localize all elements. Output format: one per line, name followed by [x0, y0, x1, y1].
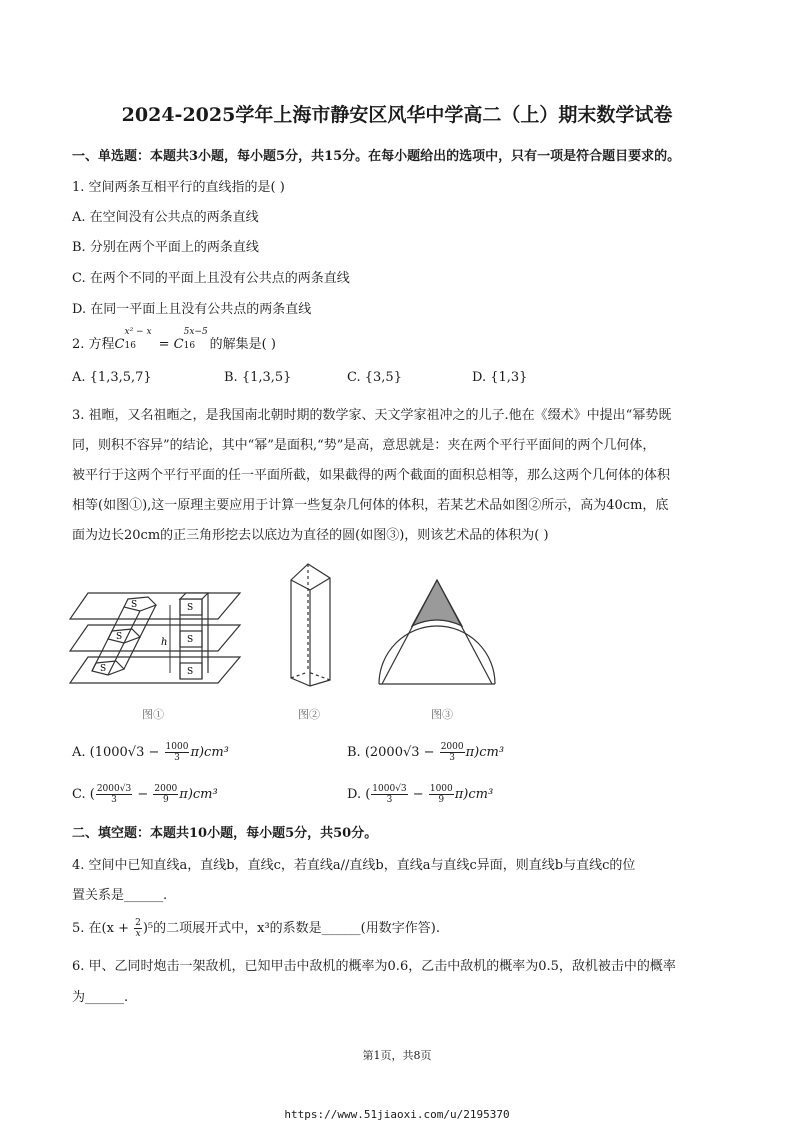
question-3-option-b — [347, 742, 504, 763]
q5-suffix: )⁵的二项展开式中，x³的系数是______(用数字作答). — [142, 921, 440, 936]
question-2-option-b: B. {1,3,5} — [224, 370, 292, 385]
q3-d-prefix: D. ( — [347, 787, 371, 802]
q3-a-prefix: A. (1000√3 − — [72, 745, 164, 760]
label-S-4: S — [187, 603, 194, 613]
q5-numerator: 2 — [135, 918, 141, 928]
q5-denominator: x — [135, 929, 141, 939]
q3-a-numerator: 1000 — [165, 742, 189, 752]
question-3-line-1: 3. 祖暅，又名祖暅之，是我国南北朝时期的数学家、天文学家祖冲之的儿子.他在《缀术》中提出“幂势既 — [72, 408, 672, 423]
q3-c-minus: − — [133, 787, 153, 802]
question-2-option-c: C. {3,5} — [347, 370, 402, 385]
question-3-option-a — [72, 742, 229, 763]
label-S-5: S — [187, 635, 194, 645]
label-h: h — [161, 637, 168, 648]
q2-prefix: 2. 方程 — [72, 337, 115, 352]
q3-c-prefix: C. ( — [72, 787, 95, 802]
comb-subscript-left: 16 — [124, 341, 136, 351]
label-S-1: S — [131, 600, 138, 610]
q3-a-suffix: π)cm³ — [190, 745, 229, 760]
q3-b-denominator: 3 — [449, 753, 455, 763]
question-2-option-d: D. {1,3} — [472, 370, 528, 385]
q5-prefix: 5. 在(x + — [72, 921, 134, 936]
page-title: 2024-2025学年上海市静安区风华中学高二（上）期末数学试卷 — [121, 104, 673, 126]
question-3-option-d — [347, 784, 493, 805]
question-2-stem — [72, 327, 276, 352]
question-3-option-c — [72, 784, 218, 805]
question-3-line-2: 同，则积不容异”的结论，其中“幂”是面积,“势”是高，意思就是：夹在两个平行平面间的两个几何体， — [72, 438, 656, 453]
section-heading-single-choice: 一、单选题：本题共3小题，每小题5分，共15分。在每小题给出的选项中，只有一项是符合题目要求的。 — [72, 149, 681, 164]
comb-superscript-left: x² − x — [124, 327, 152, 337]
figure-3-triangle-semicircle — [374, 578, 500, 690]
combination-symbol-left: C — [114, 337, 125, 352]
figure-2-prism — [286, 560, 336, 690]
q3-d-numerator-1: 1000√3 — [372, 784, 407, 794]
question-5 — [72, 917, 440, 939]
page-footer: 第1页，共8页 — [362, 1049, 432, 1062]
label-S-3: S — [100, 664, 107, 674]
question-3-line-5: 面为边长20cm的正三角形挖去以底边为直径的圆(如图③)，则该艺术品的体积为( ) — [72, 528, 549, 543]
label-S-6: S — [187, 667, 194, 677]
figure-3-caption: 图③ — [431, 708, 453, 721]
figure-1-parallel-planes — [68, 585, 250, 690]
figure-2-caption: 图② — [298, 708, 320, 721]
q3-d-minus: − — [408, 787, 428, 802]
question-1-option-b: B. 分别在两个平面上的两条直线 — [72, 240, 259, 255]
q3-c-numerator-1: 2000√3 — [96, 784, 132, 794]
q3-b-numerator: 2000 — [440, 742, 464, 752]
equals-sign: = — [154, 337, 174, 352]
q3-a-denominator: 3 — [174, 753, 180, 763]
q3-c-denominator-2: 9 — [162, 795, 169, 805]
q3-b-prefix: B. (2000√3 − — [347, 745, 439, 760]
question-6-line-2: 为______. — [72, 990, 129, 1005]
question-4-line-1: 4. 空间中已知直线a，直线b，直线c，若直线a//直线b，直线a与直线c异面，则直线b与直线c的位 — [72, 858, 636, 873]
comb-superscript-right: 5x−5 — [183, 327, 208, 337]
question-3-line-4: 相等(如图①),这一原理主要应用于计算一些复杂几何体的体积，若某艺术品如图②所示，高为40cm，底 — [72, 498, 669, 513]
comb-subscript-right: 16 — [183, 341, 196, 351]
question-2-option-a: A. {1,3,5,7} — [72, 370, 152, 385]
figure-1-caption: 图① — [142, 708, 164, 721]
q3-c-denominator-1: 3 — [111, 795, 117, 805]
label-S-2: S — [116, 632, 123, 642]
q3-d-denominator-2: 9 — [438, 795, 445, 805]
q3-c-numerator-2: 2000 — [154, 784, 178, 794]
question-1-stem: 1. 空间两条互相平行的直线指的是( ) — [72, 180, 285, 195]
question-1-option-a: A. 在空间没有公共点的两条直线 — [72, 210, 259, 225]
combination-symbol-right: C — [173, 337, 184, 352]
q3-b-suffix: π)cm³ — [465, 745, 505, 760]
question-3-line-3: 被平行于这两个平行平面的任一平面所截，如果截得的两个截面的面积总相等，那么这两个几何体的体积 — [72, 468, 671, 483]
source-url[interactable]: https://www.51jiaoxi.com/u/2195370 — [284, 1108, 510, 1121]
section-heading-fill-in: 二、填空题：本题共10小题，每小题5分，共50分。 — [72, 826, 378, 841]
question-1-option-c: C. 在两个不同的平面上且没有公共点的两条直线 — [72, 271, 350, 286]
q3-d-suffix: π)cm³ — [454, 787, 494, 802]
q3-d-numerator-2: 1000 — [429, 784, 453, 794]
question-6-line-1: 6. 甲、乙同时炮击一架敌机，已知甲击中敌机的概率为0.6，乙击中敌机的概率为0.5，敌机被击中的概率 — [72, 959, 676, 974]
question-1-option-d: D. 在同一平面上且没有公共点的两条直线 — [72, 302, 312, 317]
q3-d-denominator-1: 3 — [386, 795, 393, 805]
q2-suffix: 的解集是( ) — [209, 337, 276, 352]
question-4-line-2: 置关系是______. — [72, 888, 168, 903]
q3-c-suffix: π)cm³ — [179, 787, 218, 802]
